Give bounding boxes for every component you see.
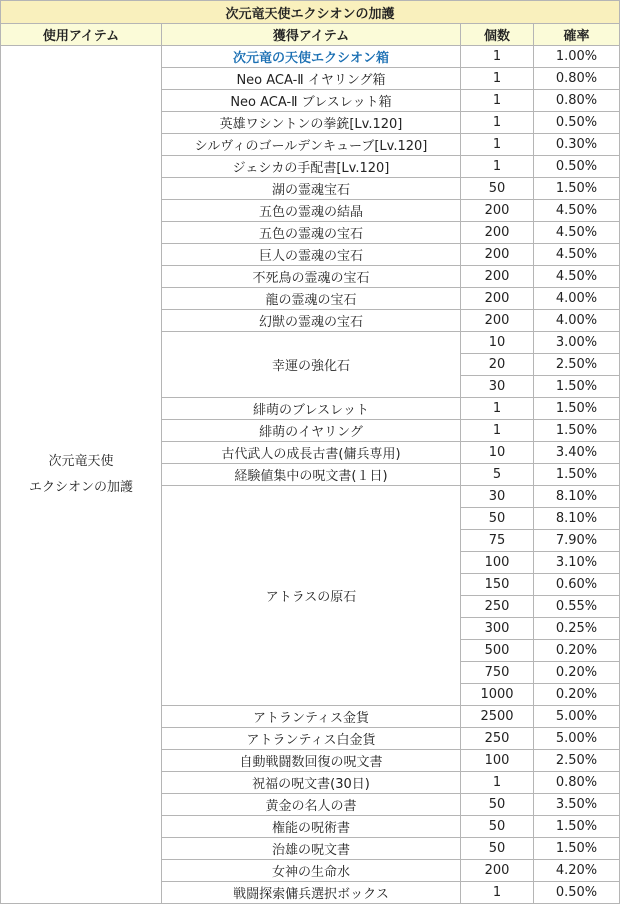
- obtained-item-name: 女神の生命水: [162, 860, 461, 882]
- item-rate: 0.55%: [534, 596, 620, 618]
- item-count: 300: [461, 618, 534, 640]
- item-count: 1: [461, 156, 534, 178]
- header-count: 個数: [461, 24, 534, 46]
- obtained-item-name: シルヴィのゴールデンキューブ[Lv.120]: [162, 134, 461, 156]
- item-rate: 3.10%: [534, 552, 620, 574]
- obtained-item-name: アトランティス金貨: [162, 706, 461, 728]
- table-body: [1, 46, 620, 904]
- item-rate: 8.10%: [534, 508, 620, 530]
- item-count: 750: [461, 662, 534, 684]
- table-title: 次元竜天使エクシオンの加護: [1, 1, 620, 24]
- item-count: 1: [461, 90, 534, 112]
- item-rate: 0.50%: [534, 156, 620, 178]
- item-rate: 5.00%: [534, 728, 620, 750]
- item-count: 200: [461, 244, 534, 266]
- obtained-item-name: 五色の霊魂の宝石: [162, 222, 461, 244]
- item-rate: 1.50%: [534, 398, 620, 420]
- item-count: 200: [461, 222, 534, 244]
- item-count: 2500: [461, 706, 534, 728]
- item-rate: 2.50%: [534, 750, 620, 772]
- item-count: 20: [461, 354, 534, 376]
- item-count: 1: [461, 420, 534, 442]
- item-count: 150: [461, 574, 534, 596]
- item-count: 10: [461, 332, 534, 354]
- item-count: 1: [461, 772, 534, 794]
- item-rate: 3.50%: [534, 794, 620, 816]
- obtained-item-name: 不死鳥の霊魂の宝石: [162, 266, 461, 288]
- obtained-item-name: 治雄の呪文書: [162, 838, 461, 860]
- item-count: 50: [461, 816, 534, 838]
- item-rate: 0.25%: [534, 618, 620, 640]
- obtained-item-name: 湖の霊魂宝石: [162, 178, 461, 200]
- obtained-item-name: アトランティス白金貨: [162, 728, 461, 750]
- item-count: 200: [461, 266, 534, 288]
- obtained-item-name: 五色の霊魂の結晶: [162, 200, 461, 222]
- use-item-name-line1: 次元竜天使: [48, 453, 114, 469]
- item-count: 200: [461, 200, 534, 222]
- item-rate: 0.60%: [534, 574, 620, 596]
- item-rate: 5.00%: [534, 706, 620, 728]
- item-count: 1: [461, 398, 534, 420]
- item-count: 30: [461, 376, 534, 398]
- use-item-cell: [1, 46, 162, 904]
- item-rate: 0.80%: [534, 90, 620, 112]
- item-count: 1: [461, 112, 534, 134]
- obtained-item-name: Neo ACA-Ⅱ イヤリング箱: [162, 68, 461, 90]
- obtained-item-name: 戦闘探索傭兵選択ボックス: [162, 882, 461, 904]
- obtained-item-name: ジェシカの手配書[Lv.120]: [162, 156, 461, 178]
- item-rate: 4.50%: [534, 244, 620, 266]
- item-rate: 0.80%: [534, 68, 620, 90]
- item-rate: 1.50%: [534, 816, 620, 838]
- item-count: 1: [461, 134, 534, 156]
- obtained-item-name: 経験値集中の呪文書(１日): [162, 464, 461, 486]
- item-count: 1: [461, 882, 534, 904]
- item-rate: 0.50%: [534, 112, 620, 134]
- item-rate: 1.50%: [534, 376, 620, 398]
- item-rate: 7.90%: [534, 530, 620, 552]
- item-count: 50: [461, 838, 534, 860]
- item-rate: 0.20%: [534, 684, 620, 706]
- item-rate: 0.20%: [534, 640, 620, 662]
- header-obtained-item: 獲得アイテム: [162, 24, 461, 46]
- item-count: 1000: [461, 684, 534, 706]
- item-count: 50: [461, 178, 534, 200]
- obtained-item-name: 英雄ワシントンの拳銃[Lv.120]: [162, 112, 461, 134]
- item-rate: 8.10%: [534, 486, 620, 508]
- item-count: 100: [461, 552, 534, 574]
- obtained-item-name: 権能の呪術書: [162, 816, 461, 838]
- item-count: 200: [461, 310, 534, 332]
- item-rate: 0.80%: [534, 772, 620, 794]
- item-rate: 1.50%: [534, 838, 620, 860]
- obtained-item-name: 緋萌のイヤリング: [162, 420, 461, 442]
- item-count: 250: [461, 728, 534, 750]
- item-rate: 4.00%: [534, 288, 620, 310]
- item-count: 1: [461, 46, 534, 68]
- item-count: 50: [461, 508, 534, 530]
- item-count: 200: [461, 860, 534, 882]
- item-count: 50: [461, 794, 534, 816]
- item-rate: 4.20%: [534, 860, 620, 882]
- item-count: 500: [461, 640, 534, 662]
- item-count: 75: [461, 530, 534, 552]
- obtained-item-name: 巨人の霊魂の宝石: [162, 244, 461, 266]
- obtained-item-name: 次元竜の天使エクシオン箱: [162, 46, 461, 68]
- item-rate: 4.50%: [534, 266, 620, 288]
- item-count: 1: [461, 68, 534, 90]
- item-rate: 4.00%: [534, 310, 620, 332]
- item-count: 250: [461, 596, 534, 618]
- obtained-item-name: 緋萌のブレスレット: [162, 398, 461, 420]
- obtained-item-name: 祝福の呪文書(30日): [162, 772, 461, 794]
- item-count: 100: [461, 750, 534, 772]
- item-count: 30: [461, 486, 534, 508]
- use-item-name-line2: エクシオンの加護: [28, 479, 133, 495]
- item-rate: 2.50%: [534, 354, 620, 376]
- item-rate: 3.40%: [534, 442, 620, 464]
- item-rate: 4.50%: [534, 200, 620, 222]
- item-rate: 0.50%: [534, 882, 620, 904]
- item-rate: 0.30%: [534, 134, 620, 156]
- item-count: 5: [461, 464, 534, 486]
- obtained-item-name: 幸運の強化石: [162, 332, 461, 398]
- item-rate: 0.20%: [534, 662, 620, 684]
- table-row: [1, 46, 620, 68]
- obtained-item-name: Neo ACA-Ⅱ ブレスレット箱: [162, 90, 461, 112]
- item-rate: 1.50%: [534, 178, 620, 200]
- item-rate: 1.50%: [534, 420, 620, 442]
- item-rate: 1.50%: [534, 464, 620, 486]
- header-rate: 確率: [534, 24, 620, 46]
- obtained-item-name: 幻獣の霊魂の宝石: [162, 310, 461, 332]
- obtained-item-name: 龍の霊魂の宝石: [162, 288, 461, 310]
- obtained-item-name: アトラスの原石: [162, 486, 461, 706]
- item-count: 200: [461, 288, 534, 310]
- item-rate: 3.00%: [534, 332, 620, 354]
- obtained-item-name: 自動戦闘数回復の呪文書: [162, 750, 461, 772]
- item-count: 10: [461, 442, 534, 464]
- header-use-item: 使用アイテム: [1, 24, 162, 46]
- obtained-item-name: 古代武人の成長古書(傭兵専用): [162, 442, 461, 464]
- obtained-item-name: 黄金の名人の書: [162, 794, 461, 816]
- item-rate: 4.50%: [534, 222, 620, 244]
- item-rate: 1.00%: [534, 46, 620, 68]
